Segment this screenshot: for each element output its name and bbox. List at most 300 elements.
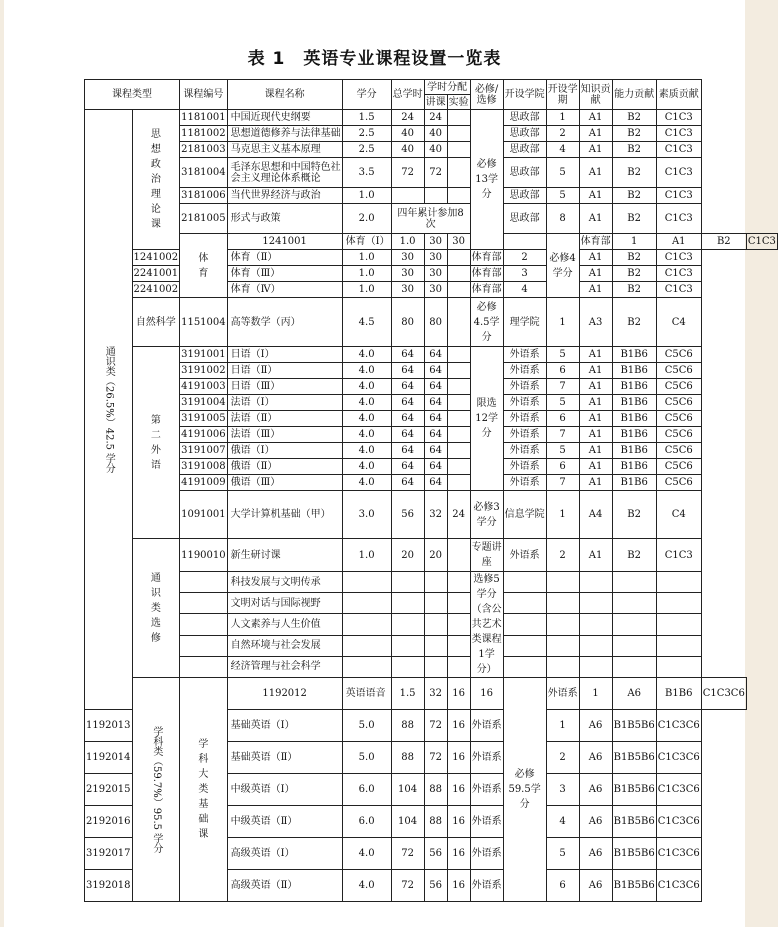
course-credit: 4.0: [342, 411, 391, 427]
header-req: 必修/选修: [470, 80, 503, 110]
course-hours: 32: [424, 678, 447, 710]
course-quality: C4: [656, 491, 701, 539]
course-quality: C1C3C6: [656, 710, 701, 742]
course-lab: [447, 347, 470, 363]
course-knowledge: A1: [579, 266, 612, 282]
course-code: 4191006: [180, 427, 228, 443]
course-lecture: 40: [424, 126, 447, 142]
course-knowledge: A6: [579, 806, 612, 838]
group-politics-text: 思想政治理论课: [150, 129, 161, 230]
course-hours: 20: [391, 539, 424, 572]
course-lab: [447, 142, 470, 158]
course-quality: C5C6: [656, 475, 701, 491]
category-discipline-text: 学科类（59.7%）95.5 学分: [150, 725, 162, 854]
course-knowledge: A6: [579, 870, 612, 902]
course-name: 自然环境与社会发展: [227, 635, 342, 656]
table-row: [85, 678, 778, 710]
course-credit: 1.0: [342, 282, 391, 298]
course-hours: 64: [391, 475, 424, 491]
req-seminar: 专题讲座: [470, 539, 503, 572]
course-lecture: 64: [424, 395, 447, 411]
header-name: 课程名称: [227, 80, 342, 110]
course-lecture: [424, 593, 447, 614]
course-lab: [447, 158, 470, 188]
course-hours-note: 四年累计参加8次: [391, 204, 470, 234]
course-lecture: 80: [424, 298, 447, 347]
req-basic: 必修59.5学分: [503, 678, 546, 902]
course-code: 3192018: [85, 870, 133, 902]
course-ability: B2: [612, 282, 656, 298]
course-knowledge: A1: [579, 379, 612, 395]
course-term: 6: [546, 459, 579, 475]
course-lab: [447, 126, 470, 142]
course-knowledge: A1: [579, 347, 612, 363]
course-quality: C1C3: [656, 282, 701, 298]
course-college: 外语系: [503, 347, 546, 363]
course-term: [546, 635, 579, 656]
course-ability: B2: [612, 539, 656, 572]
course-lecture: [424, 656, 447, 677]
course-hours: 64: [391, 347, 424, 363]
header-ability: 能力贡献: [612, 80, 656, 110]
course-ability: B1B6: [612, 379, 656, 395]
course-hours: 56: [391, 491, 424, 539]
req-lang2: 限选12学分: [470, 347, 503, 491]
course-ability: [612, 593, 656, 614]
course-credit: 1.0: [391, 234, 424, 250]
course-lecture: [424, 614, 447, 635]
table-row: [85, 539, 778, 572]
course-credit: [342, 656, 391, 677]
course-knowledge: [579, 593, 612, 614]
course-college: 外语系: [470, 710, 503, 742]
course-hours: 64: [391, 459, 424, 475]
course-term: 5: [546, 443, 579, 459]
course-hours: [391, 656, 424, 677]
course-knowledge: A1: [579, 539, 612, 572]
course-name: 日语（Ⅲ）: [227, 379, 342, 395]
course-lecture: 64: [424, 427, 447, 443]
course-code: 4191003: [180, 379, 228, 395]
course-name: 日语（Ⅰ）: [227, 347, 342, 363]
header-quality: 素质贡献: [656, 80, 701, 110]
course-hours: [391, 614, 424, 635]
course-ability: B1B5B6: [612, 870, 656, 902]
course-code: 2241001: [132, 266, 180, 282]
group-politics: [132, 110, 180, 250]
course-lecture: 56: [424, 838, 447, 870]
course-term: 4: [546, 142, 579, 158]
course-term: 3: [503, 266, 546, 282]
course-code: 3181006: [180, 188, 228, 204]
course-hours: 64: [391, 395, 424, 411]
course-ability: B1B6: [612, 411, 656, 427]
course-college: 外语系: [470, 870, 503, 902]
course-term: 1: [612, 234, 656, 250]
course-quality: C1C3: [656, 539, 701, 572]
course-term: [546, 593, 579, 614]
course-term: [546, 656, 579, 677]
course-name: 形式与政策: [227, 204, 342, 234]
course-credit: [342, 614, 391, 635]
table-row: [85, 347, 778, 363]
course-code: 1241001: [227, 234, 342, 250]
course-lecture: 64: [424, 379, 447, 395]
course-lecture: 64: [424, 475, 447, 491]
course-ability: B1B6: [612, 475, 656, 491]
course-knowledge: A1: [579, 188, 612, 204]
course-credit: 4.0: [342, 870, 391, 902]
course-term: 2: [503, 250, 546, 266]
course-ability: B1B6: [612, 395, 656, 411]
course-credit: 1.5: [342, 110, 391, 126]
course-name: 中国近现代史纲要: [227, 110, 342, 126]
req-computer: 必修3学分: [470, 491, 503, 539]
header-knowledge: 知识贡献: [579, 80, 612, 110]
course-term: 5: [546, 347, 579, 363]
req-gened: 选修5学分（含公共艺术类课程1学分）: [470, 572, 503, 678]
course-college: 外语系: [503, 427, 546, 443]
course-lab: [447, 298, 470, 347]
course-hours: 64: [391, 443, 424, 459]
course-lecture: 72: [424, 710, 447, 742]
course-code: 2192016: [85, 806, 133, 838]
course-hours: [391, 593, 424, 614]
course-name: 俄语（Ⅱ）: [227, 459, 342, 475]
header-code: 课程编号: [180, 80, 228, 110]
course-quality: [656, 593, 701, 614]
course-name: 俄语（Ⅲ）: [227, 475, 342, 491]
course-ability: [612, 656, 656, 677]
course-knowledge: A1: [579, 282, 612, 298]
course-code: 3191005: [180, 411, 228, 427]
course-quality: C5C6: [656, 363, 701, 379]
course-credit: [342, 635, 391, 656]
course-knowledge: [579, 635, 612, 656]
course-quality: C5C6: [656, 443, 701, 459]
course-hours: 40: [391, 126, 424, 142]
course-lab: 16: [447, 806, 470, 838]
course-name: 新生研讨课: [227, 539, 342, 572]
group-pe-text: 体育: [198, 252, 209, 279]
table-row: [85, 110, 778, 126]
course-credit: 4.0: [342, 395, 391, 411]
course-code: [180, 635, 228, 656]
course-quality: [656, 635, 701, 656]
course-college: 外语系: [470, 838, 503, 870]
course-code: 3192017: [85, 838, 133, 870]
course-ability: B1B6: [612, 459, 656, 475]
course-knowledge: A1: [579, 427, 612, 443]
table-row: [85, 142, 778, 158]
header-split: 学时分配: [424, 80, 470, 95]
course-term: 6: [546, 411, 579, 427]
course-ability: B1B6: [612, 427, 656, 443]
course-quality: C1C3C6: [656, 774, 701, 806]
course-term: 4: [503, 282, 546, 298]
group-basic: [180, 678, 228, 902]
course-hours: 80: [391, 298, 424, 347]
course-name: 经济管理与社会科学: [227, 656, 342, 677]
course-ability: B2: [612, 250, 656, 266]
course-lecture: 64: [424, 363, 447, 379]
course-lab: [447, 266, 470, 282]
course-lab: [447, 443, 470, 459]
course-quality: [656, 656, 701, 677]
course-code: 1181001: [180, 110, 228, 126]
header-college: 开设学院: [503, 80, 546, 110]
course-lecture: 64: [424, 347, 447, 363]
course-name: 日语（Ⅱ）: [227, 363, 342, 379]
course-knowledge: A1: [579, 443, 612, 459]
header-lecture: 讲课: [425, 96, 446, 108]
course-knowledge: [579, 614, 612, 635]
course-college: [503, 572, 546, 593]
course-name: 俄语（Ⅰ）: [227, 443, 342, 459]
course-lab: [447, 593, 470, 614]
course-ability: B2: [612, 142, 656, 158]
course-credit: 4.0: [342, 363, 391, 379]
course-college: 外语系: [503, 475, 546, 491]
table-row: [85, 491, 778, 539]
course-term: 1: [546, 491, 579, 539]
course-quality: C5C6: [656, 459, 701, 475]
course-lecture: [424, 572, 447, 593]
course-name: 基础英语（Ⅱ）: [227, 742, 342, 774]
course-code: 3191008: [180, 459, 228, 475]
course-lab: [447, 110, 470, 126]
course-code: [180, 572, 228, 593]
course-hours: 104: [391, 806, 424, 838]
course-credit: 5.0: [342, 742, 391, 774]
course-name: 法语（Ⅱ）: [227, 411, 342, 427]
course-credit: 2.5: [342, 142, 391, 158]
course-knowledge: A6: [612, 678, 656, 710]
course-college: 体育部: [579, 234, 612, 250]
course-ability: B1B5B6: [612, 838, 656, 870]
course-code: 2192015: [85, 774, 133, 806]
course-quality: C1C3: [656, 250, 701, 266]
course-ability: B2: [612, 110, 656, 126]
course-knowledge: A1: [579, 142, 612, 158]
group-pe: [180, 234, 228, 298]
course-quality: C1C3C6: [656, 838, 701, 870]
course-code: 3191004: [180, 395, 228, 411]
course-lab: [447, 614, 470, 635]
course-college: 外语系: [470, 806, 503, 838]
course-hours: 72: [391, 870, 424, 902]
course-hours: 30: [391, 282, 424, 298]
header-hours: 总学时: [391, 80, 424, 110]
course-knowledge: [579, 656, 612, 677]
course-term: 7: [546, 475, 579, 491]
course-college: 思政部: [503, 142, 546, 158]
course-quality: C1C3: [656, 204, 701, 234]
course-ability: B1B5B6: [612, 806, 656, 838]
course-lab: [447, 395, 470, 411]
course-term: [546, 614, 579, 635]
course-quality: C5C6: [656, 347, 701, 363]
course-name: 高等数学（丙）: [227, 298, 342, 347]
course-knowledge: [579, 572, 612, 593]
course-lecture: 32: [424, 491, 447, 539]
course-college: 理学院: [503, 298, 546, 347]
course-name: 大学计算机基础（甲）: [227, 491, 342, 539]
course-code: 1241002: [132, 250, 180, 266]
course-college: 思政部: [503, 126, 546, 142]
course-code: 2241002: [132, 282, 180, 298]
course-lecture: 56: [424, 870, 447, 902]
course-name: 中级英语（Ⅱ）: [227, 806, 342, 838]
course-lecture: 16: [447, 678, 470, 710]
course-quality: C1C3: [656, 158, 701, 188]
course-code: 2181003: [180, 142, 228, 158]
course-lab: [447, 411, 470, 427]
course-credit: 4.0: [342, 427, 391, 443]
course-term: 2: [546, 539, 579, 572]
course-quality: C1C3: [656, 142, 701, 158]
group-basic-text: 学科大类基础课: [198, 739, 209, 840]
table-row: [85, 459, 778, 475]
course-code: 1181002: [180, 126, 228, 142]
course-lab: [447, 188, 470, 204]
course-ability: B2: [612, 126, 656, 142]
course-code: 1192014: [85, 742, 133, 774]
course-code: 1190010: [180, 539, 228, 572]
course-term: 1: [546, 710, 579, 742]
req-science: 必修4.5学分: [470, 298, 503, 347]
course-code: 1192012: [227, 678, 342, 710]
course-lecture: 72: [424, 158, 447, 188]
course-hours: 40: [391, 142, 424, 158]
course-knowledge: A6: [579, 710, 612, 742]
course-knowledge: A1: [579, 126, 612, 142]
course-knowledge: A1: [579, 411, 612, 427]
course-ability: B2: [612, 298, 656, 347]
course-college: [503, 635, 546, 656]
course-term: 8: [546, 204, 579, 234]
table-row: [85, 443, 778, 459]
table-row: [85, 126, 778, 142]
course-name: 高级英语（Ⅱ）: [227, 870, 342, 902]
course-college: 外语系: [470, 774, 503, 806]
course-term: 4: [546, 806, 579, 838]
course-code: 3191001: [180, 347, 228, 363]
course-lab: [503, 234, 546, 250]
course-credit: [342, 572, 391, 593]
document-page: [4, 0, 776, 927]
course-quality: C5C6: [656, 379, 701, 395]
course-quality: C1C3: [656, 110, 701, 126]
course-credit: 3.0: [342, 491, 391, 539]
course-hours: 64: [391, 379, 424, 395]
table-row: [85, 614, 778, 635]
course-credit: 4.0: [342, 443, 391, 459]
table-row: [85, 188, 778, 204]
course-name: 人文素养与人生价值: [227, 614, 342, 635]
course-college: 外语系: [503, 539, 546, 572]
course-lab: [447, 282, 470, 298]
course-ability: B2: [701, 234, 746, 250]
course-code: [180, 593, 228, 614]
table-row: [85, 379, 778, 395]
table-row: [85, 475, 778, 491]
course-college: 外语系: [470, 742, 503, 774]
course-code: [180, 656, 228, 677]
course-name: 体育（Ⅱ）: [227, 250, 342, 266]
course-code: 3181004: [180, 158, 228, 188]
course-quality: [656, 614, 701, 635]
course-name: 当代世界经济与政治: [227, 188, 342, 204]
course-lecture: 24: [424, 110, 447, 126]
course-lecture: 20: [424, 539, 447, 572]
course-hours: [391, 572, 424, 593]
course-college: 外语系: [503, 459, 546, 475]
course-ability: B1B6: [656, 678, 701, 710]
course-credit: 4.5: [342, 298, 391, 347]
course-term: 1: [546, 110, 579, 126]
course-name: 体育（Ⅰ）: [342, 234, 391, 250]
course-term: 2: [546, 742, 579, 774]
course-lecture: 64: [424, 459, 447, 475]
course-quality: C1C3C6: [701, 678, 746, 710]
course-name: 马克思主义基本原理: [227, 142, 342, 158]
course-hours: 72: [391, 838, 424, 870]
course-name: 法语（Ⅰ）: [227, 395, 342, 411]
course-code: 1151004: [180, 298, 228, 347]
course-knowledge: A1: [579, 204, 612, 234]
course-lecture: 88: [424, 774, 447, 806]
course-college: 外语系: [503, 395, 546, 411]
course-term: 1: [579, 678, 612, 710]
course-lecture: [424, 188, 447, 204]
course-name: 文明对话与国际视野: [227, 593, 342, 614]
course-credit: 1.0: [342, 188, 391, 204]
course-quality: C5C6: [656, 395, 701, 411]
group-lang2-text: 第二外语: [150, 414, 161, 471]
course-name: 高级英语（Ⅰ）: [227, 838, 342, 870]
course-term: 3: [546, 774, 579, 806]
course-credit: 6.0: [342, 774, 391, 806]
course-knowledge: A1: [579, 475, 612, 491]
course-term: 6: [546, 870, 579, 902]
course-hours: 88: [391, 742, 424, 774]
header-credit: 学分: [342, 80, 391, 110]
course-hours: 30: [391, 266, 424, 282]
table-row: [85, 656, 778, 677]
course-lecture: 30: [424, 266, 447, 282]
course-lecture: 64: [424, 443, 447, 459]
table-row: [85, 572, 778, 593]
course-term: 5: [546, 188, 579, 204]
course-term: 1: [546, 298, 579, 347]
course-code: 3191002: [180, 363, 228, 379]
course-code: 4191009: [180, 475, 228, 491]
course-code: 1192013: [85, 710, 133, 742]
course-lab: [447, 475, 470, 491]
course-hours: 88: [391, 710, 424, 742]
course-knowledge: A1: [579, 250, 612, 266]
course-name: 毛泽东思想和中国特色社会主义理论体系概论: [227, 158, 342, 188]
req-politics: 必修13学分: [470, 110, 503, 250]
category-general: [85, 110, 133, 710]
course-lab: 24: [447, 491, 470, 539]
course-credit: 4.0: [342, 475, 391, 491]
course-credit: 3.5: [342, 158, 391, 188]
course-lab: 16: [470, 678, 503, 710]
table-row: [85, 411, 778, 427]
course-lab: [447, 427, 470, 443]
